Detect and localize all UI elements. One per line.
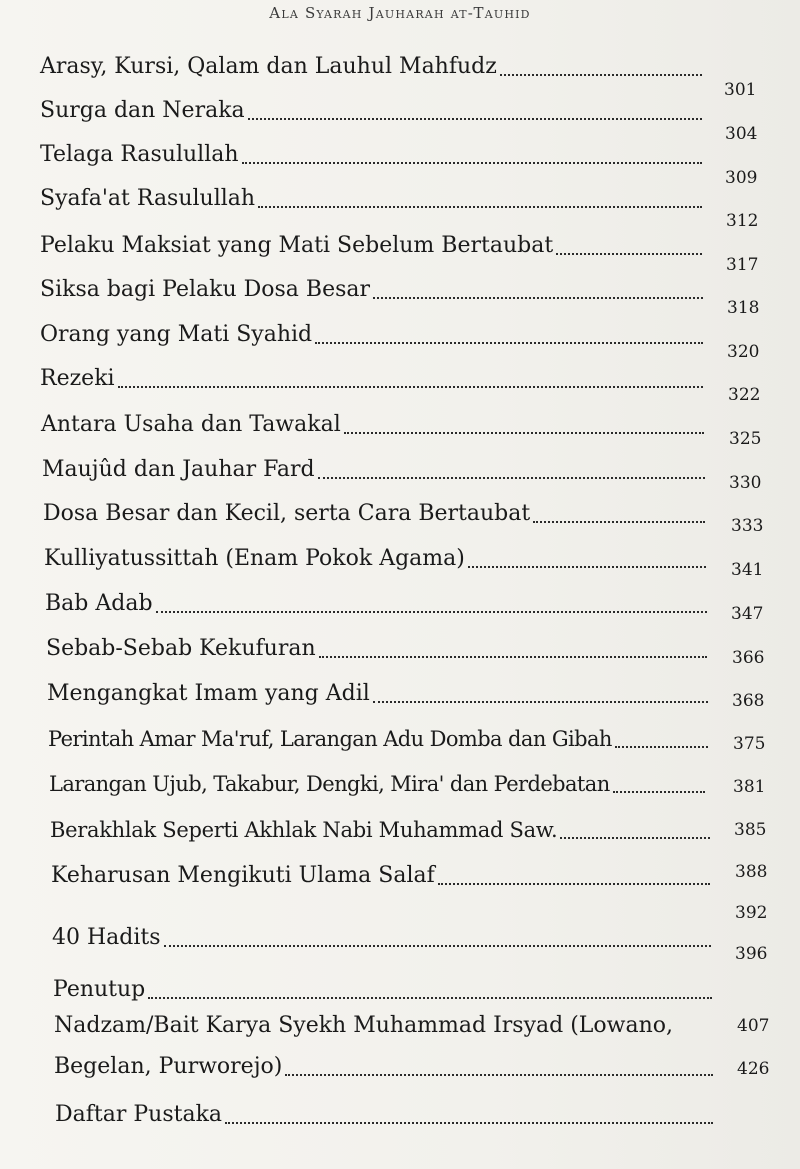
dot-leader: [242, 162, 702, 164]
toc-page-number: 325: [729, 429, 762, 449]
toc-entry[interactable]: [46, 632, 707, 662]
dot-leader: [285, 1074, 713, 1076]
toc-entry-title: Pelaku Maksiat yang Mati Sebelum Bertaubat: [40, 233, 554, 258]
toc-entry[interactable]: [43, 497, 705, 527]
toc-page-number: 330: [729, 473, 762, 493]
toc-entry[interactable]: [40, 50, 702, 80]
dot-leader: [615, 746, 708, 748]
dot-leader: [373, 701, 708, 703]
toc-page-number: 368: [732, 691, 765, 711]
toc-entry-title: Mengangkat Imam yang Adil: [47, 681, 370, 706]
dot-leader: [248, 118, 702, 120]
toc-page-number: 407: [737, 1016, 770, 1036]
toc-page-number: 366: [732, 648, 765, 668]
toc-page-number: 381: [733, 777, 766, 797]
toc-page-number: 301: [724, 80, 757, 100]
toc-entry[interactable]: [40, 182, 702, 212]
dot-leader: [556, 253, 702, 255]
toc-entry-title: Dosa Besar dan Kecil, serta Cara Bertaubat: [43, 501, 531, 526]
toc-page-number: 392: [735, 903, 768, 923]
toc-entry-title: Syafa'at Rasulullah: [40, 186, 256, 211]
toc-entry-title: Maujûd dan Jauhar Fard: [42, 457, 315, 482]
dot-leader: [533, 521, 705, 523]
dot-leader: [118, 386, 703, 388]
toc-page-number: 396: [735, 944, 768, 964]
toc-entry[interactable]: [49, 767, 705, 797]
dot-leader: [613, 791, 705, 793]
dot-leader: [225, 1122, 713, 1124]
toc-page-number: 347: [731, 604, 764, 624]
toc-entry[interactable]: [40, 94, 702, 124]
toc-entry-title: Sebab-Sebab Kekufuran: [46, 636, 316, 661]
toc-entry-title: Kulliyatussittah (Enam Pokok Agama): [44, 546, 465, 571]
toc-entry[interactable]: [52, 921, 711, 951]
toc-entry-title: Keharusan Mengikuti Ulama Salaf: [51, 863, 435, 888]
dot-leader: [468, 566, 706, 568]
toc-entry[interactable]: [55, 1098, 713, 1128]
toc-page-number: 312: [726, 211, 759, 231]
toc-page-number: 304: [725, 124, 758, 144]
toc-page-number: 426: [737, 1059, 770, 1079]
dot-leader: [258, 206, 702, 208]
dot-leader: [560, 837, 710, 839]
toc-entry-title: Surga dan Neraka: [40, 98, 245, 123]
dot-leader: [373, 297, 703, 299]
toc-entry-title: Antara Usaha dan Tawakal: [41, 412, 341, 437]
toc-entry[interactable]: [47, 677, 708, 707]
toc-entry[interactable]: [51, 859, 710, 889]
toc-entry[interactable]: [42, 453, 705, 483]
toc-entry-title: Siksa bagi Pelaku Dosa Besar: [40, 277, 371, 302]
toc-entry-title: Perintah Amar Ma'ruf, Larangan Adu Domba dan Gibah: [48, 727, 612, 751]
toc-page-number: 375: [733, 734, 766, 754]
dot-leader: [148, 997, 712, 999]
toc-entry-title: Berakhlak Seperti Akhlak Nabi Muhammad Saw.: [50, 818, 558, 842]
toc-entry[interactable]: [45, 587, 707, 617]
toc-entry-title: Bab Adab: [45, 591, 153, 616]
toc-entry-title: Daftar Pustaka: [55, 1102, 223, 1127]
toc-entry[interactable]: [53, 973, 712, 1003]
dot-leader: [438, 883, 710, 885]
toc-entry[interactable]: [40, 138, 702, 168]
toc-entry-title-line2-row: [54, 1050, 713, 1080]
dot-leader: [318, 477, 705, 479]
toc-entry-title: Orang yang Mati Syahid: [40, 322, 313, 347]
dot-leader: [315, 342, 703, 344]
toc-entry-title: Arasy, Kursi, Qalam dan Lauhul Mahfudz: [40, 54, 497, 79]
toc-entry[interactable]: [41, 408, 704, 438]
toc-page-number: 385: [734, 820, 767, 840]
dot-leader: [164, 945, 711, 947]
toc-entry[interactable]: [40, 229, 702, 259]
toc-entry[interactable]: [44, 542, 706, 572]
dot-leader: [156, 611, 707, 613]
toc-entry[interactable]: [40, 318, 703, 348]
toc-entry[interactable]: [50, 813, 710, 843]
running-head: Ala Syarah Jauharah at-Tauhid: [269, 4, 531, 22]
toc-page-number: 341: [731, 560, 764, 580]
toc-page-number: 388: [735, 862, 768, 882]
toc-entry-title: Begelan, Purworejo): [54, 1054, 283, 1079]
toc-entry[interactable]: [40, 362, 703, 392]
toc-page-number: 333: [731, 516, 764, 536]
toc-page-number: 309: [725, 168, 758, 188]
toc-page-number: 317: [726, 255, 759, 275]
toc-entry-title: Rezeki: [40, 366, 115, 391]
toc-entry-title: 40 Hadits: [52, 925, 161, 950]
dot-leader: [319, 656, 707, 658]
toc-entry[interactable]: [48, 722, 708, 752]
toc-entry[interactable]: [40, 273, 703, 303]
dot-leader: [344, 432, 704, 434]
toc-entry-title: Penutup: [53, 977, 146, 1002]
toc-entry-title: Telaga Rasulullah: [40, 142, 239, 167]
dot-leader: [500, 74, 702, 76]
toc-page-number: 322: [728, 385, 761, 405]
toc-entry-title: Larangan Ujub, Takabur, Dengki, Mira' dan Perdebatan: [49, 772, 610, 796]
toc-page-number: 318: [727, 298, 760, 318]
toc-entry-title-line1: Nadzam/Bait Karya Syekh Muhammad Irsyad (Lowano,: [54, 1013, 674, 1038]
toc-page-number: 320: [727, 342, 760, 362]
